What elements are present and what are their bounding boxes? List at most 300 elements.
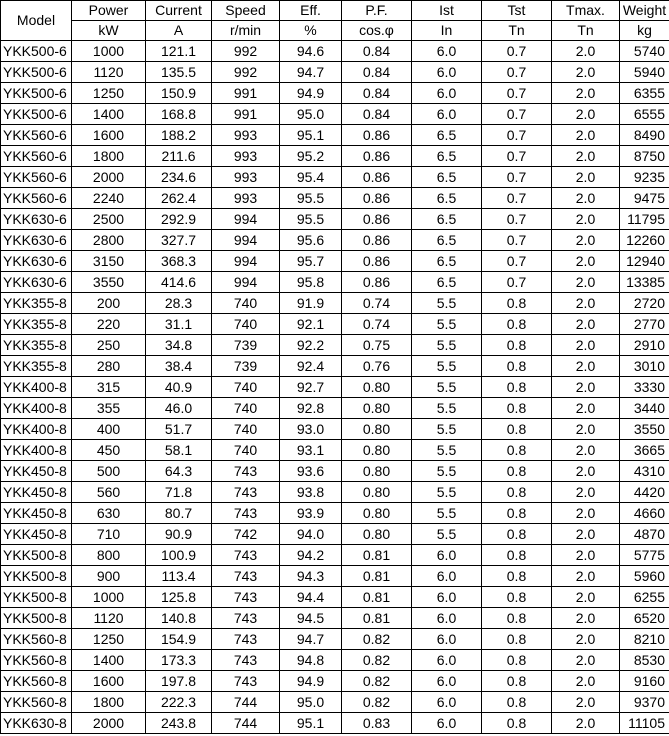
- cell-tmax: 2.0: [552, 524, 620, 545]
- cell-eff: 94.5: [280, 608, 342, 629]
- cell-ist: 6.0: [412, 83, 482, 104]
- cell-eff: 94.3: [280, 566, 342, 587]
- table-row: [1, 293, 669, 314]
- cell-eff: 91.9: [280, 293, 342, 314]
- cell-eff: 95.5: [280, 188, 342, 209]
- cell-tmax: 2.0: [552, 419, 620, 440]
- cell-eff: 92.1: [280, 314, 342, 335]
- cell-power: 2000: [72, 713, 146, 734]
- cell-pf: 0.80: [342, 377, 412, 398]
- cell-pf: 0.82: [342, 650, 412, 671]
- cell-eff: 94.0: [280, 524, 342, 545]
- header-ist-unit: In: [412, 21, 482, 41]
- cell-speed: 993: [212, 188, 280, 209]
- cell-speed: 991: [212, 83, 280, 104]
- cell-ist: 5.5: [412, 440, 482, 461]
- cell-weight: 6555: [620, 104, 669, 125]
- cell-eff: 94.4: [280, 587, 342, 608]
- cell-power: 1400: [72, 650, 146, 671]
- header-tmax: Tmax.: [552, 1, 620, 21]
- cell-weight: 3440: [620, 398, 669, 419]
- cell-tmax: 2.0: [552, 41, 620, 62]
- cell-pf: 0.74: [342, 293, 412, 314]
- cell-weight: 3010: [620, 356, 669, 377]
- cell-pf: 0.86: [342, 188, 412, 209]
- cell-speed: 744: [212, 713, 280, 734]
- cell-tst: 0.7: [482, 41, 552, 62]
- cell-pf: 0.84: [342, 62, 412, 83]
- cell-model: YKK400-8: [1, 419, 72, 440]
- cell-ist: 6.0: [412, 41, 482, 62]
- cell-tst: 0.8: [482, 440, 552, 461]
- cell-speed: 742: [212, 524, 280, 545]
- cell-eff: 94.7: [280, 62, 342, 83]
- cell-model: YKK560-8: [1, 629, 72, 650]
- cell-model: YKK500-6: [1, 83, 72, 104]
- table-row: [1, 524, 669, 545]
- cell-tmax: 2.0: [552, 62, 620, 83]
- table-row: [1, 629, 669, 650]
- cell-speed: 994: [212, 230, 280, 251]
- cell-power: 1400: [72, 104, 146, 125]
- cell-speed: 740: [212, 377, 280, 398]
- cell-pf: 0.81: [342, 566, 412, 587]
- cell-current: 173.3: [146, 650, 212, 671]
- cell-current: 243.8: [146, 713, 212, 734]
- cell-ist: 6.0: [412, 692, 482, 713]
- cell-power: 355: [72, 398, 146, 419]
- cell-speed: 740: [212, 398, 280, 419]
- cell-tst: 0.7: [482, 230, 552, 251]
- table-header: [1, 1, 669, 41]
- cell-tst: 0.8: [482, 503, 552, 524]
- cell-ist: 5.5: [412, 398, 482, 419]
- cell-tst: 0.8: [482, 335, 552, 356]
- cell-speed: 739: [212, 335, 280, 356]
- table-row: [1, 461, 669, 482]
- cell-power: 1000: [72, 587, 146, 608]
- cell-tst: 0.8: [482, 314, 552, 335]
- cell-weight: 8490: [620, 125, 669, 146]
- cell-tst: 0.7: [482, 272, 552, 293]
- cell-ist: 6.0: [412, 566, 482, 587]
- cell-speed: 991: [212, 104, 280, 125]
- cell-tst: 0.8: [482, 692, 552, 713]
- cell-speed: 740: [212, 293, 280, 314]
- cell-power: 220: [72, 314, 146, 335]
- cell-ist: 5.5: [412, 461, 482, 482]
- cell-ist: 6.5: [412, 167, 482, 188]
- cell-speed: 743: [212, 482, 280, 503]
- cell-current: 168.8: [146, 104, 212, 125]
- cell-ist: 6.5: [412, 188, 482, 209]
- cell-current: 121.1: [146, 41, 212, 62]
- cell-weight: 9475: [620, 188, 669, 209]
- cell-speed: 993: [212, 125, 280, 146]
- header-row-2: [1, 21, 669, 41]
- header-current-unit: A: [146, 21, 212, 41]
- cell-tmax: 2.0: [552, 104, 620, 125]
- cell-eff: 94.7: [280, 629, 342, 650]
- cell-tmax: 2.0: [552, 209, 620, 230]
- cell-pf: 0.86: [342, 272, 412, 293]
- table-row: [1, 608, 669, 629]
- cell-weight: 4870: [620, 524, 669, 545]
- cell-weight: 11105: [620, 713, 669, 734]
- cell-eff: 95.2: [280, 146, 342, 167]
- table-row: [1, 230, 669, 251]
- cell-current: 140.8: [146, 608, 212, 629]
- cell-ist: 5.5: [412, 524, 482, 545]
- cell-pf: 0.81: [342, 587, 412, 608]
- table-row: [1, 209, 669, 230]
- cell-pf: 0.82: [342, 629, 412, 650]
- table-row: [1, 146, 669, 167]
- cell-model: YKK500-6: [1, 62, 72, 83]
- cell-model: YKK500-6: [1, 104, 72, 125]
- table-row: [1, 692, 669, 713]
- cell-current: 46.0: [146, 398, 212, 419]
- cell-tmax: 2.0: [552, 398, 620, 419]
- cell-speed: 743: [212, 650, 280, 671]
- table-row: [1, 713, 669, 734]
- cell-ist: 6.5: [412, 209, 482, 230]
- cell-speed: 994: [212, 209, 280, 230]
- cell-power: 2800: [72, 230, 146, 251]
- cell-power: 1120: [72, 608, 146, 629]
- table-row: [1, 104, 669, 125]
- cell-ist: 6.0: [412, 671, 482, 692]
- cell-current: 64.3: [146, 461, 212, 482]
- cell-power: 3150: [72, 251, 146, 272]
- cell-pf: 0.83: [342, 713, 412, 734]
- cell-tmax: 2.0: [552, 650, 620, 671]
- cell-current: 327.7: [146, 230, 212, 251]
- cell-power: 1800: [72, 692, 146, 713]
- cell-tmax: 2.0: [552, 125, 620, 146]
- cell-ist: 6.0: [412, 650, 482, 671]
- cell-tmax: 2.0: [552, 587, 620, 608]
- cell-pf: 0.81: [342, 608, 412, 629]
- cell-current: 414.6: [146, 272, 212, 293]
- cell-tmax: 2.0: [552, 314, 620, 335]
- cell-tmax: 2.0: [552, 272, 620, 293]
- cell-weight: 4310: [620, 461, 669, 482]
- cell-tst: 0.7: [482, 104, 552, 125]
- cell-tmax: 2.0: [552, 671, 620, 692]
- header-eff-unit: %: [280, 21, 342, 41]
- cell-ist: 5.5: [412, 482, 482, 503]
- cell-speed: 992: [212, 62, 280, 83]
- table-row: [1, 251, 669, 272]
- table-row: [1, 566, 669, 587]
- cell-model: YKK560-8: [1, 692, 72, 713]
- cell-power: 2500: [72, 209, 146, 230]
- cell-ist: 6.5: [412, 230, 482, 251]
- cell-eff: 93.9: [280, 503, 342, 524]
- cell-tmax: 2.0: [552, 293, 620, 314]
- cell-tst: 0.8: [482, 713, 552, 734]
- cell-tst: 0.7: [482, 188, 552, 209]
- cell-tmax: 2.0: [552, 566, 620, 587]
- cell-pf: 0.81: [342, 545, 412, 566]
- cell-current: 51.7: [146, 419, 212, 440]
- cell-power: 800: [72, 545, 146, 566]
- table-row: [1, 62, 669, 83]
- cell-weight: 12260: [620, 230, 669, 251]
- cell-ist: 6.0: [412, 629, 482, 650]
- header-ist: Ist: [412, 1, 482, 21]
- cell-model: YKK355-8: [1, 356, 72, 377]
- cell-weight: 11795: [620, 209, 669, 230]
- cell-model: YKK400-8: [1, 440, 72, 461]
- cell-ist: 5.5: [412, 314, 482, 335]
- cell-ist: 6.0: [412, 104, 482, 125]
- cell-tmax: 2.0: [552, 377, 620, 398]
- cell-tmax: 2.0: [552, 188, 620, 209]
- cell-eff: 94.9: [280, 83, 342, 104]
- cell-model: YKK355-8: [1, 293, 72, 314]
- header-row-1: [1, 1, 669, 21]
- table-row: [1, 419, 669, 440]
- cell-speed: 743: [212, 671, 280, 692]
- cell-current: 211.6: [146, 146, 212, 167]
- cell-current: 292.9: [146, 209, 212, 230]
- header-tst: Tst: [482, 1, 552, 21]
- cell-tst: 0.7: [482, 146, 552, 167]
- table-row: [1, 167, 669, 188]
- cell-speed: 743: [212, 566, 280, 587]
- cell-pf: 0.75: [342, 335, 412, 356]
- cell-model: YKK560-6: [1, 146, 72, 167]
- cell-model: YKK630-6: [1, 272, 72, 293]
- cell-ist: 6.0: [412, 713, 482, 734]
- cell-pf: 0.86: [342, 125, 412, 146]
- table-row: [1, 356, 669, 377]
- table-row: [1, 440, 669, 461]
- cell-tst: 0.8: [482, 587, 552, 608]
- cell-current: 28.3: [146, 293, 212, 314]
- cell-weight: 9370: [620, 692, 669, 713]
- cell-weight: 6520: [620, 608, 669, 629]
- cell-tst: 0.8: [482, 482, 552, 503]
- table-row: [1, 545, 669, 566]
- table-row: [1, 272, 669, 293]
- cell-tst: 0.8: [482, 650, 552, 671]
- cell-eff: 94.6: [280, 41, 342, 62]
- cell-eff: 94.9: [280, 671, 342, 692]
- cell-pf: 0.86: [342, 230, 412, 251]
- cell-tst: 0.8: [482, 377, 552, 398]
- cell-pf: 0.80: [342, 524, 412, 545]
- cell-current: 125.8: [146, 587, 212, 608]
- cell-current: 150.9: [146, 83, 212, 104]
- cell-tst: 0.7: [482, 209, 552, 230]
- cell-pf: 0.80: [342, 419, 412, 440]
- cell-speed: 743: [212, 587, 280, 608]
- cell-model: YKK450-8: [1, 461, 72, 482]
- cell-model: YKK630-6: [1, 230, 72, 251]
- cell-eff: 95.6: [280, 230, 342, 251]
- cell-pf: 0.86: [342, 251, 412, 272]
- cell-power: 200: [72, 293, 146, 314]
- cell-speed: 740: [212, 419, 280, 440]
- cell-power: 2000: [72, 167, 146, 188]
- cell-eff: 94.2: [280, 545, 342, 566]
- cell-weight: 8210: [620, 629, 669, 650]
- cell-ist: 5.5: [412, 419, 482, 440]
- cell-pf: 0.86: [342, 209, 412, 230]
- cell-power: 900: [72, 566, 146, 587]
- cell-pf: 0.76: [342, 356, 412, 377]
- cell-model: YKK560-6: [1, 167, 72, 188]
- cell-ist: 5.5: [412, 335, 482, 356]
- cell-ist: 6.0: [412, 608, 482, 629]
- table-row: [1, 398, 669, 419]
- cell-pf: 0.84: [342, 41, 412, 62]
- cell-tst: 0.8: [482, 293, 552, 314]
- cell-tmax: 2.0: [552, 230, 620, 251]
- cell-weight: 8750: [620, 146, 669, 167]
- cell-model: YKK500-8: [1, 587, 72, 608]
- cell-speed: 743: [212, 461, 280, 482]
- cell-speed: 994: [212, 272, 280, 293]
- cell-current: 234.6: [146, 167, 212, 188]
- cell-power: 1120: [72, 62, 146, 83]
- cell-weight: 3665: [620, 440, 669, 461]
- cell-weight: 3550: [620, 419, 669, 440]
- cell-tst: 0.7: [482, 83, 552, 104]
- cell-weight: 5940: [620, 62, 669, 83]
- cell-power: 2240: [72, 188, 146, 209]
- cell-pf: 0.80: [342, 398, 412, 419]
- cell-tmax: 2.0: [552, 167, 620, 188]
- header-pf-unit: cos.φ: [342, 21, 412, 41]
- cell-current: 38.4: [146, 356, 212, 377]
- cell-tmax: 2.0: [552, 503, 620, 524]
- cell-tmax: 2.0: [552, 251, 620, 272]
- cell-weight: 4660: [620, 503, 669, 524]
- cell-model: YKK500-6: [1, 41, 72, 62]
- cell-pf: 0.74: [342, 314, 412, 335]
- cell-pf: 0.86: [342, 167, 412, 188]
- cell-weight: 5960: [620, 566, 669, 587]
- cell-speed: 743: [212, 503, 280, 524]
- cell-ist: 5.5: [412, 377, 482, 398]
- cell-ist: 6.5: [412, 272, 482, 293]
- cell-model: YKK355-8: [1, 335, 72, 356]
- table-row: [1, 335, 669, 356]
- cell-pf: 0.84: [342, 83, 412, 104]
- cell-ist: 6.0: [412, 587, 482, 608]
- header-weight-unit: kg: [620, 21, 669, 41]
- cell-current: 368.3: [146, 251, 212, 272]
- cell-power: 630: [72, 503, 146, 524]
- cell-speed: 740: [212, 314, 280, 335]
- cell-power: 450: [72, 440, 146, 461]
- cell-eff: 93.8: [280, 482, 342, 503]
- cell-tmax: 2.0: [552, 608, 620, 629]
- cell-current: 154.9: [146, 629, 212, 650]
- table-row: [1, 188, 669, 209]
- cell-speed: 739: [212, 356, 280, 377]
- cell-current: 262.4: [146, 188, 212, 209]
- cell-ist: 5.5: [412, 503, 482, 524]
- cell-tmax: 2.0: [552, 713, 620, 734]
- header-power-unit: kW: [72, 21, 146, 41]
- cell-pf: 0.84: [342, 104, 412, 125]
- header-pf: P.F.: [342, 1, 412, 21]
- cell-eff: 92.8: [280, 398, 342, 419]
- cell-eff: 95.7: [280, 251, 342, 272]
- cell-weight: 9235: [620, 167, 669, 188]
- table-row: [1, 587, 669, 608]
- cell-eff: 93.0: [280, 419, 342, 440]
- cell-tmax: 2.0: [552, 356, 620, 377]
- cell-power: 560: [72, 482, 146, 503]
- cell-ist: 6.0: [412, 545, 482, 566]
- cell-weight: 2720: [620, 293, 669, 314]
- cell-current: 188.2: [146, 125, 212, 146]
- table-row: [1, 377, 669, 398]
- cell-tst: 0.8: [482, 524, 552, 545]
- header-tst-unit: Tn: [482, 21, 552, 41]
- cell-speed: 993: [212, 167, 280, 188]
- cell-model: YKK450-8: [1, 482, 72, 503]
- cell-model: YKK500-8: [1, 608, 72, 629]
- cell-weight: 12940: [620, 251, 669, 272]
- cell-power: 1250: [72, 83, 146, 104]
- cell-current: 71.8: [146, 482, 212, 503]
- cell-pf: 0.80: [342, 482, 412, 503]
- cell-tst: 0.7: [482, 62, 552, 83]
- cell-tst: 0.8: [482, 566, 552, 587]
- cell-tst: 0.7: [482, 167, 552, 188]
- cell-weight: 3330: [620, 377, 669, 398]
- cell-current: 135.5: [146, 62, 212, 83]
- table-body: [1, 41, 669, 734]
- cell-model: YKK560-6: [1, 188, 72, 209]
- table-row: [1, 125, 669, 146]
- cell-weight: 2910: [620, 335, 669, 356]
- table-row: [1, 503, 669, 524]
- cell-weight: 6255: [620, 587, 669, 608]
- cell-weight: 8530: [620, 650, 669, 671]
- cell-weight: 9160: [620, 671, 669, 692]
- cell-speed: 740: [212, 440, 280, 461]
- cell-weight: 5775: [620, 545, 669, 566]
- header-tmax-unit: Tn: [552, 21, 620, 41]
- table-row: [1, 482, 669, 503]
- cell-ist: 5.5: [412, 356, 482, 377]
- cell-power: 1800: [72, 146, 146, 167]
- cell-weight: 2770: [620, 314, 669, 335]
- cell-tst: 0.8: [482, 461, 552, 482]
- cell-current: 34.8: [146, 335, 212, 356]
- cell-eff: 92.4: [280, 356, 342, 377]
- cell-tmax: 2.0: [552, 335, 620, 356]
- cell-tst: 0.7: [482, 125, 552, 146]
- cell-power: 710: [72, 524, 146, 545]
- cell-model: YKK355-8: [1, 314, 72, 335]
- cell-pf: 0.80: [342, 461, 412, 482]
- cell-pf: 0.82: [342, 671, 412, 692]
- cell-current: 113.4: [146, 566, 212, 587]
- cell-model: YKK500-8: [1, 545, 72, 566]
- cell-power: 500: [72, 461, 146, 482]
- header-power: Power: [72, 1, 146, 21]
- header-current: Current: [146, 1, 212, 21]
